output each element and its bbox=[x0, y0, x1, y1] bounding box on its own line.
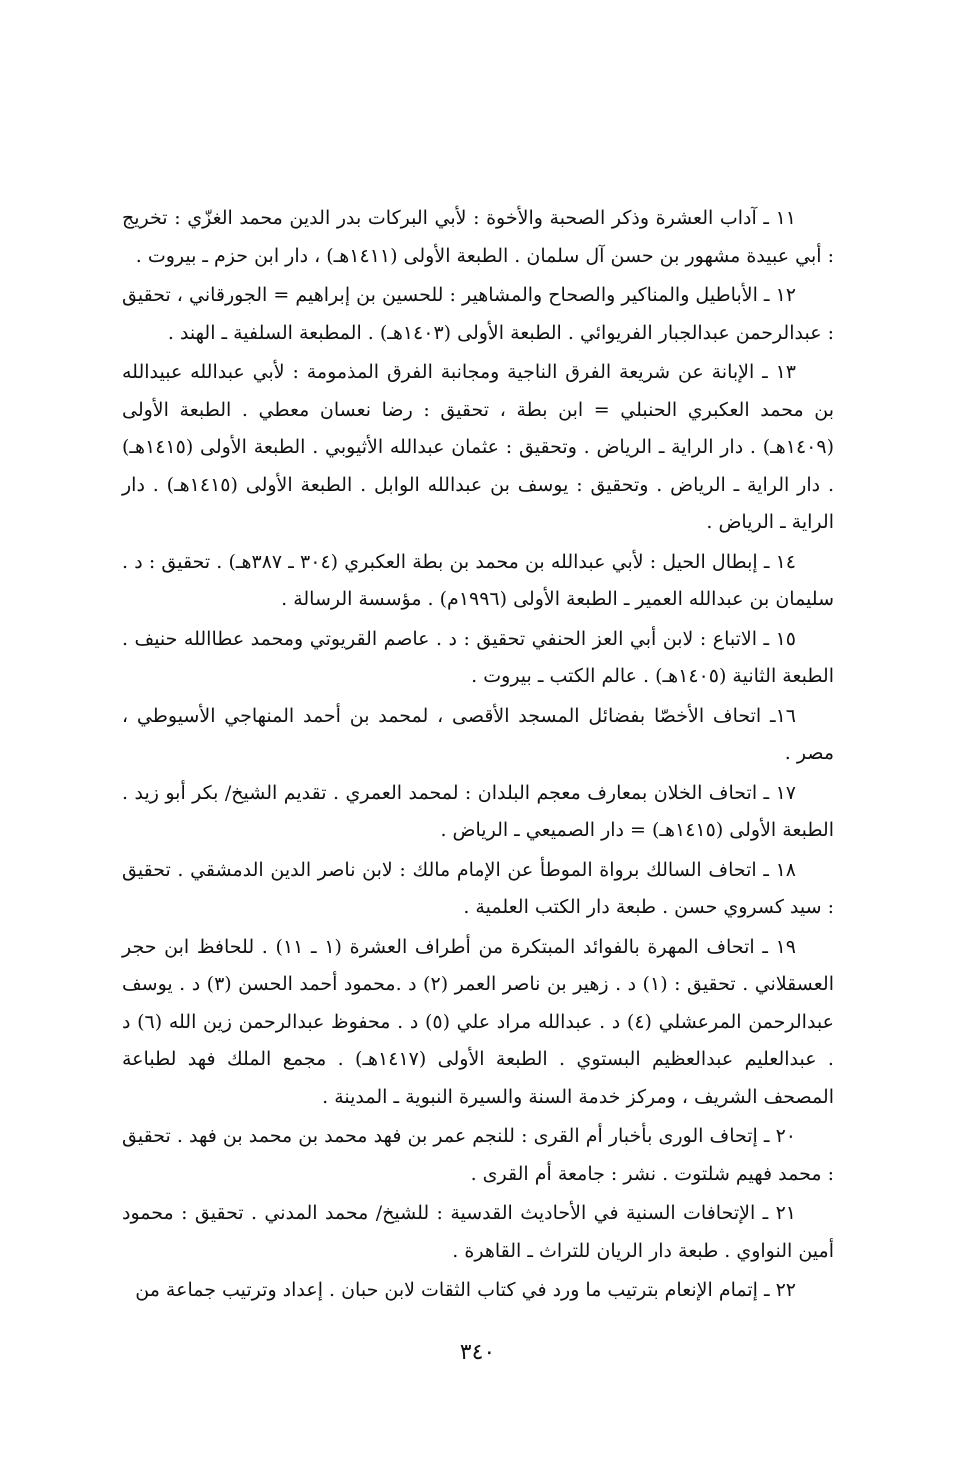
bibliography-entry: ١٣ ـ الإبانة عن شريعة الفرق الناجية ومجانبة الفرق المذمومة : لأبي عبدالله عبيدالله بن محمد العكبري الحنبلي = ابن بطة ، تحقيق : رضا نعسان معطي . الطبعة الأولى (١٤٠٩هـ) . دار الراية ـ الرياض . وتحقيق : عثمان عبدالله الأثيوبي . الطبعة الأولى (١٤١٥هـ) . دار الراية ـ الرياض . وتحقيق : يوسف بن عبدالله الوابل . الطبعة الأولى (١٤١٥هـ) . دار الراية ـ الرياض . bbox=[122, 361, 834, 533]
page-number: ٣٤٠ bbox=[459, 1340, 496, 1365]
bibliography-entry: ١٤ ـ إبطال الحيل : لأبي عبدالله بن محمد بن بطة العكبري (٣٠٤ ـ ٣٨٧هـ) . تحقيق : د . سليمان بن عبدالله العمير ـ الطبعة الأولى (١٩٩٦م) . مؤسسة الرسالة . bbox=[122, 550, 834, 610]
bibliography-list bbox=[122, 200, 834, 1312]
bibliography-entry: ١٩ ـ اتحاف المهرة بالفوائد المبتكرة من أطراف العشرة (١ ـ ١١) . للحافظ ابن حجر العسقلاني . تحقيق : (١) د . زهير بن ناصر العمر (٢) د .محمود أحمد الحسن (٣) د . يوسف عبدالرحمن المرعشلي (٤) د . عبدالله مراد علي (٥) د . محفوظ عبدالرحمن زين الله (٦) د . عبدالعليم عبدالعظيم البستوي . الطبعة الأولى (١٤١٧هـ) . مجمع الملك فهد لطباعة المصحف الشريف ، ومركز خدمة السنة والسيرة النبوية ـ المدينة . bbox=[122, 935, 834, 1108]
bibliography-entry: ٢١ ـ الإتحافات السنية في الأحاديث القدسية : للشيخ/ محمد المدني . تحقيق : محمود أمين النواوي . طبعة دار الريان للتراث ـ القاهرة . bbox=[122, 1202, 834, 1262]
bibliography-entry: ٢٠ ـ إتحاف الورى بأخبار أم القرى : للنجم عمر بن فهد محمد بن محمد بن فهد . تحقيق : محمد فهيم شلتوت . نشر : جامعة أم القرى . bbox=[122, 1125, 834, 1185]
bibliography-entry: ١٦ـ اتحاف الأخصّا بفضائل المسجد الأقصى ، لمحمد بن أحمد المنهاجي الأسيوطي ، مصر . bbox=[122, 704, 834, 764]
bibliography-entry: ٢٢ ـ إتمام الإنعام بترتيب ما ورد في كتاب الثقات لابن حبان . إعداد وترتيب جماعة من bbox=[135, 1279, 796, 1301]
bibliography-entry: ١٥ ـ الاتباع : لابن أبي العز الحنفي تحقيق : د . عاصم القريوتي ومحمد عطاالله حنيف . الطبعة الثانية (١٤٠٥هـ) . عالم الكتب ـ بيروت . bbox=[122, 627, 834, 687]
bibliography-entry: ١٢ ـ الأباطيل والمناكير والصحاح والمشاهير : للحسين بن إبراهيم = الجورقاني ، تحقيق : عبدالرحمن عبدالجبار الفريوائي . الطبعة الأولى (١٤٠٣هـ) . المطبعة السلفية ـ الهند . bbox=[122, 284, 834, 344]
bibliography-entry: ١١ ـ آداب العشرة وذكر الصحبة والأخوة : لأبي البركات بدر الدين محمد الغزّي : تخريج : أبي عبيدة مشهور بن حسن آل سلمان . الطبعة الأولى (١٤١١هـ) ، دار ابن حزم ـ بيروت . bbox=[122, 207, 834, 267]
bibliography-entry: ١٧ ـ اتحاف الخلان بمعارف معجم البلدان : لمحمد العمري . تقديم الشيخ/ بكر أبو زيد . الطبعة الأولى (١٤١٥هـ) = دار الصميعي ـ الرياض . bbox=[122, 781, 834, 841]
bibliography-entry: ١٨ ـ اتحاف السالك برواة الموطأ عن الإمام مالك : لابن ناصر الدين الدمشقي . تحقيق : سيد كسروي حسن . طبعة دار الكتب العلمية . bbox=[122, 858, 834, 918]
